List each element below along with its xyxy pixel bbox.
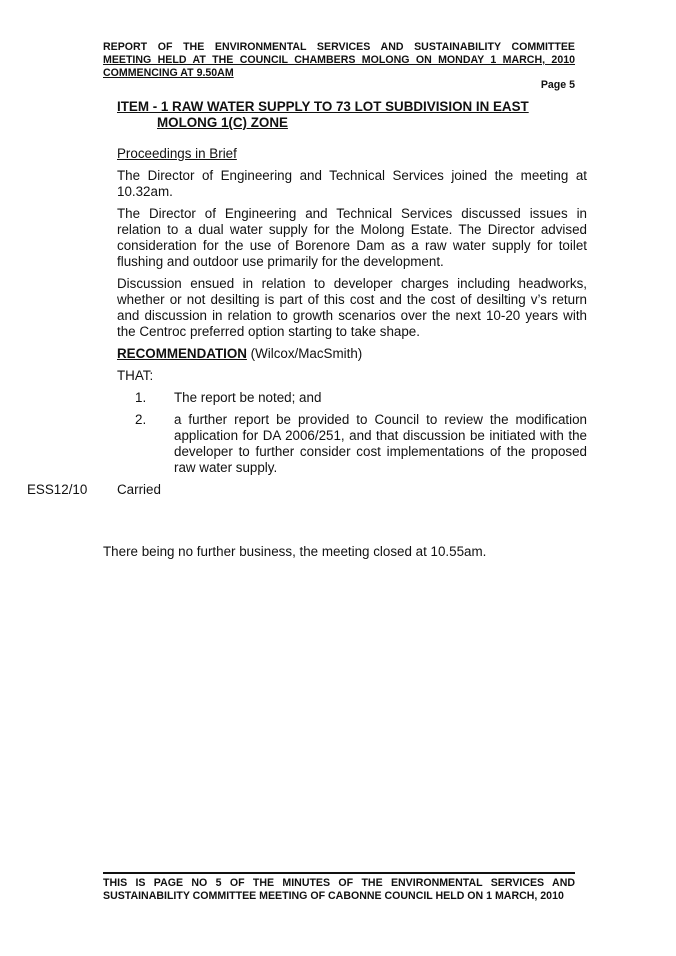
proceedings-para-3: Discussion ensued in relation to developer charges including headworks, whether or not desilting is part of this cost and the cost of desilting v’s return and discussion in relation to growth scenarios over the next 10-20 years with the Centroc preferred option starting to take shape. (117, 276, 587, 339)
footer-divider (103, 872, 575, 874)
closing-statement: There being no further business, the meeting closed at 10.55am. (103, 544, 487, 559)
header-line-1: REPORT OF THE ENVIRONMENTAL SERVICES AND SUSTAINABILITY COMMITTEE (103, 41, 575, 53)
recommendation-item-1-text: The report be noted; and (174, 390, 322, 405)
recommendation-label: RECOMMENDATION (117, 346, 247, 361)
recommendation-that: THAT: (117, 368, 154, 383)
recommendation-item-2-number: 2. (135, 412, 147, 427)
header-line-2: MEETING HELD AT THE COUNCIL CHAMBERS MOLONG ON MONDAY 1 MARCH, 2010 (103, 54, 575, 66)
page-footer: THIS IS PAGE NO 5 OF THE MINUTES OF THE ENVIRONMENTAL SERVICES AND SUSTAINABILITY COMMITTEE MEETING OF CABONNE COUNCIL HELD ON 1 MARCH, 2010 (103, 877, 575, 902)
recommendation-item-2-text: a further report be provided to Council to review the modification application for DA 2006/251, and that discussion be initiated with the developer to further consider cost implementations of the proposed raw water supply. (174, 412, 587, 475)
report-header (103, 41, 575, 80)
item-title-line-2: MOLONG 1(C) ZONE (157, 115, 288, 130)
item-title (117, 99, 587, 131)
item-title-line-1: ITEM - 1 RAW WATER SUPPLY TO 73 LOT SUBDIVISION IN EAST (117, 99, 529, 114)
proceedings-para-1: The Director of Engineering and Technical Services joined the meeting at 10.32am. (117, 168, 587, 199)
recommendation-movers: (Wilcox/MacSmith) (246, 346, 363, 361)
proceedings-heading-text: Proceedings in Brief (117, 146, 237, 161)
header-line-3: COMMENCING AT 9.50AM (103, 67, 234, 79)
proceedings-heading (117, 146, 587, 162)
resolution-outcome: Carried (117, 482, 161, 497)
proceedings-para-2: The Director of Engineering and Technical Services discussed issues in relation to a dual water supply for the Molong Estate. The Director advised consideration for the use of Borenore Dam as a raw water supply for toilet flushing and outdoor use primarily for the development. (117, 206, 587, 269)
page-number: Page 5 (540, 79, 575, 91)
recommendation-item-1-number: 1. (135, 390, 147, 405)
recommendation-heading (117, 346, 587, 362)
resolution-code: ESS12/10 (27, 482, 88, 497)
